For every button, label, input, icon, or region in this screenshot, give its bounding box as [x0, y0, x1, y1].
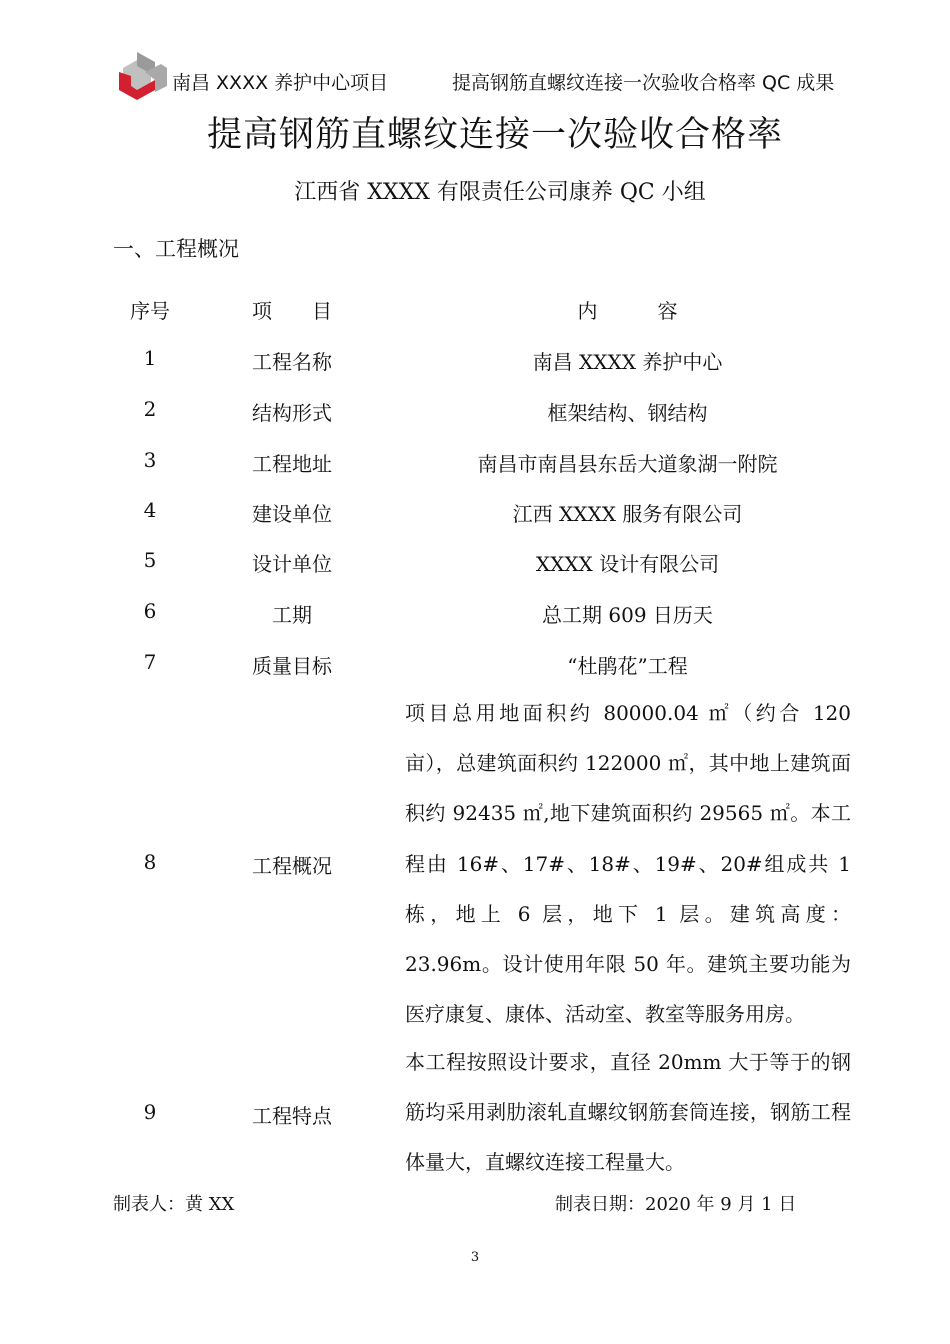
header-no: 序号: [130, 299, 170, 323]
row-content: 框架结构、钢结构: [547, 401, 708, 425]
row-item: 建设单位: [252, 502, 332, 526]
row-item: 工程地址: [252, 452, 332, 476]
row-item: 结构形式: [252, 401, 332, 425]
row-item: 工程名称: [252, 350, 332, 374]
header-report-title: 提高钢筋直螺纹连接一次验收合格率 QC 成果: [452, 72, 835, 94]
row-no: 6: [143, 599, 157, 623]
row-content: 江西 XXXX 服务有限公司: [512, 502, 743, 526]
row-content: 南昌 XXXX 养护中心: [532, 350, 723, 374]
row-no: 1: [143, 346, 157, 370]
row-no: 4: [143, 498, 157, 522]
row-no: 5: [143, 548, 157, 572]
page-number: 3: [470, 1250, 480, 1265]
table-date: 制表日期：2020 年 9 月 1 日: [555, 1194, 797, 1215]
row-content: XXXX 设计有限公司: [535, 552, 720, 576]
company-logo-icon: [115, 46, 170, 101]
row-content: 南昌市南昌县东岳大道象湖一附院: [477, 452, 778, 476]
row-content-paragraph: 项目总用地面积约 80000.04 ㎡（约合 120 亩），总建筑面积约 122000 ㎡，其中地上建筑面积约 92435 ㎡,地下建筑面积约 29565 ㎡。本工程由 16#、17#、18#、19#、20#组成共 1 栋，地上 6 层，地下 1 层。建筑高度：23.96m。设计使用年限 50 年。建筑主要功能为医疗康复、康体、活动室、教室等服务用房。: [405, 701, 851, 1027]
header-item: 项 目: [252, 299, 332, 323]
page-header: [0, 0, 950, 110]
row-item: 设计单位: [252, 552, 332, 576]
row-item: 工程概况: [252, 854, 332, 878]
row-no: 9: [143, 1100, 157, 1124]
row-item: 工期: [272, 603, 312, 627]
page-subtitle: 江西省 XXXX 有限责任公司康养 QC 小组: [294, 180, 706, 205]
row-content: 总工期 609 日历天: [542, 603, 713, 627]
row-no: 8: [143, 850, 157, 874]
row-content-paragraph: 本工程按照设计要求，直径 20mm 大于等于的钢筋均采用剥肋滚轧直螺纹钢筋套筒连接，钢筋工程体量大，直螺纹连接工程量大。: [405, 1050, 851, 1175]
row-no: 3: [143, 448, 157, 472]
header-project-name: 南昌 XXXX 养护中心项目: [172, 72, 389, 94]
row-item: 工程特点: [252, 1104, 332, 1128]
row-content: “杜鹃花”工程: [567, 654, 688, 678]
page-title: 提高钢筋直螺纹连接一次验收合格率: [206, 115, 783, 155]
row-no: 2: [143, 397, 157, 421]
table-maker: 制表人：黄 XX: [113, 1194, 235, 1215]
row-no: 7: [143, 650, 157, 674]
row-item: 质量目标: [252, 654, 332, 678]
section-heading: 一、工程概况: [113, 237, 239, 261]
header-content: 内 容: [577, 299, 678, 323]
